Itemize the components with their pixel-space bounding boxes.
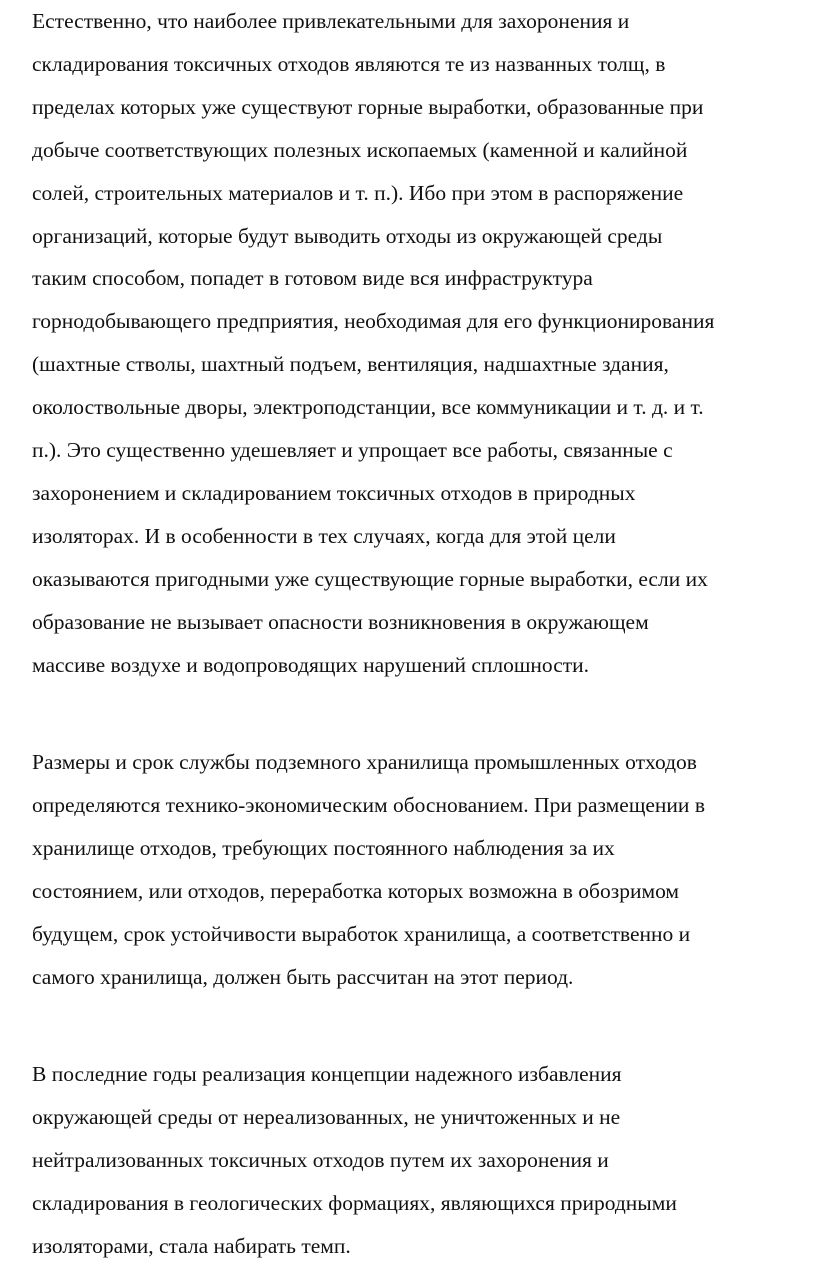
text-line: нейтрализованных токсичных отходов путем их захоронения и: [32, 1148, 609, 1172]
text-line: хранилище отходов, требующих постоянного наблюдения за их: [32, 836, 615, 860]
text-line: определяются технико-экономическим обоснованием. При размещении в: [32, 793, 705, 817]
text-line: организаций, которые будут выводить отходы из окружающей среды: [32, 224, 663, 248]
text-line: захоронением и складированием токсичных отходов в природных: [32, 481, 636, 505]
text-line: Размеры и срок службы подземного хранилища промышленных отходов: [32, 750, 697, 774]
text-line: изоляторами, стала набирать темп.: [32, 1234, 351, 1258]
text-line: оказываются пригодными уже существующие горные выработки, если их: [32, 567, 708, 591]
text-line: складирования в геологических формациях, являющихся природными: [32, 1191, 677, 1215]
text-line: самого хранилища, должен быть рассчитан на этот период.: [32, 965, 574, 989]
text-line: таким способом, попадет в готовом виде вся инфраструктура: [32, 266, 593, 290]
text-line: изоляторах. И в особенности в тех случаях, когда для этой цели: [32, 524, 616, 548]
text-line: солей, строительных материалов и т. п.). Ибо при этом в распоряжение: [32, 181, 684, 205]
text-line: п.). Это существенно удешевляет и упрощает все работы, связанные с: [32, 438, 673, 462]
text-line: (шахтные стволы, шахтный подъем, вентиляция, надшахтные здания,: [32, 352, 669, 376]
text-line: будущем, срок устойчивости выработок хранилища, а соответственно и: [32, 922, 691, 946]
text-line: состоянием, или отходов, переработка которых возможна в обозримом: [32, 879, 680, 903]
text-line: массиве воздухе и водопроводящих нарушений сплошности.: [32, 653, 590, 677]
text-line: Естественно, что наиболее привлекательными для захоронения и: [32, 9, 630, 33]
text-line: окружающей среды от нереализованных, не уничтоженных и не: [32, 1105, 621, 1129]
text-line: образование не вызывает опасности возникновения в окружающем: [32, 610, 649, 634]
text-line: горнодобывающего предприятия, необходимая для его функционирования: [32, 309, 715, 333]
text-line: околоствольные дворы, электроподстанции, все коммуникации и т. д. и т.: [32, 395, 704, 419]
text-line: складирования токсичных отходов являются те из названных толщ, в: [32, 52, 666, 76]
text-line: В последние годы реализация концепции надежного избавления: [32, 1062, 622, 1086]
text-line: пределах которых уже существуют горные выработки, образованные при: [32, 95, 704, 119]
text-line: добыче соответствующих полезных ископаемых (каменной и калийной: [32, 138, 688, 162]
